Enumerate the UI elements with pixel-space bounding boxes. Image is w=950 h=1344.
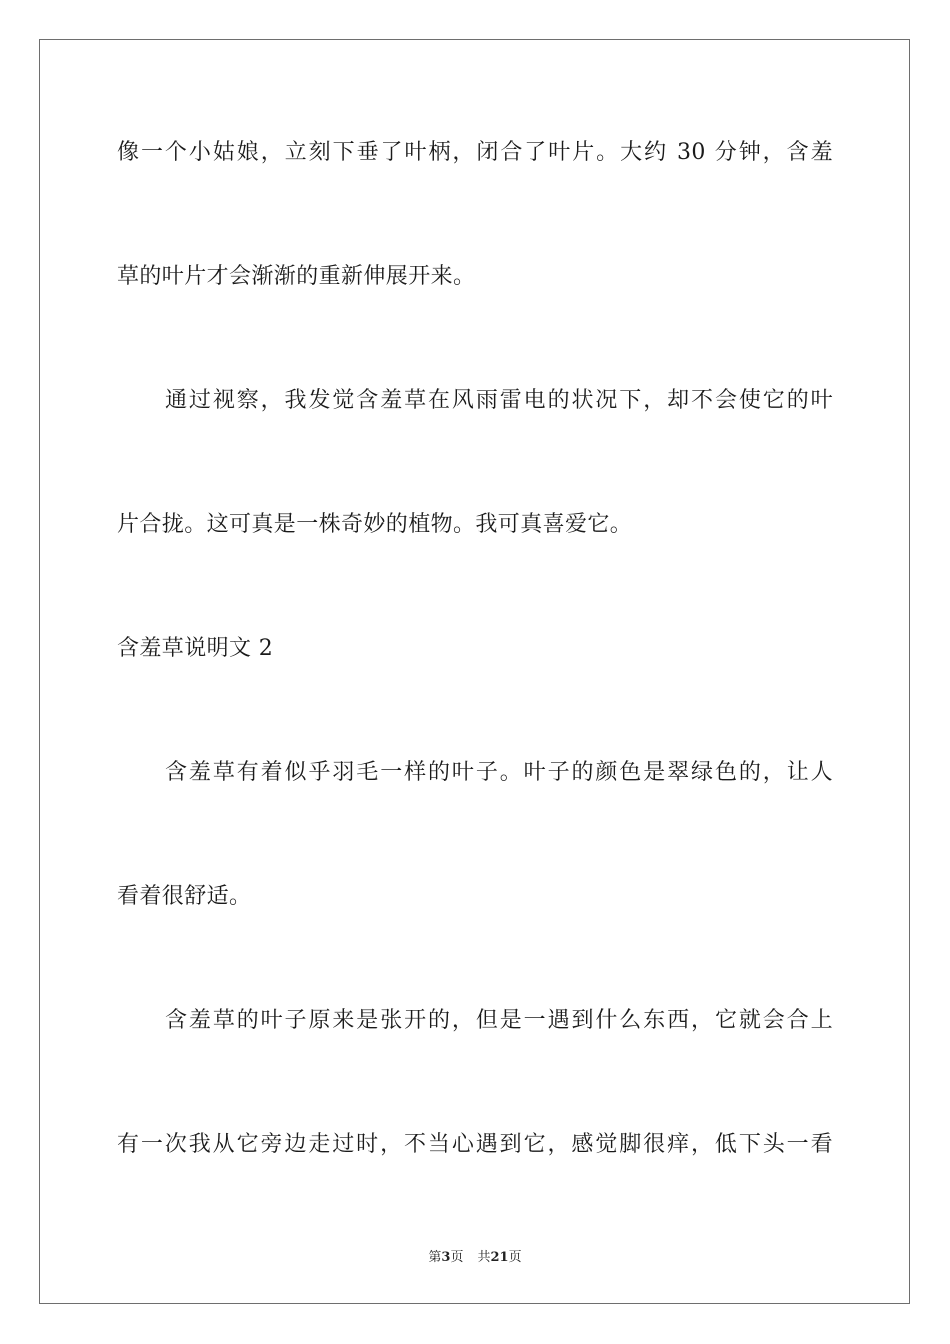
footer-total-pages: 21	[490, 1250, 509, 1265]
body-line-7: 看着很舒适。	[117, 884, 252, 909]
footer-page-number: 3	[441, 1250, 451, 1265]
footer-page-suffix: 页	[450, 1250, 464, 1265]
footer-page-prefix: 第	[428, 1250, 442, 1265]
section-heading: 含羞草说明文 2	[117, 636, 274, 661]
body-line-2: 草的叶片才会渐渐的重新伸展开来。	[117, 264, 476, 289]
footer-total-prefix: 共	[477, 1250, 491, 1265]
footer-total-suffix: 页	[508, 1250, 522, 1265]
body-line-9: 有一次我从它旁边走过时，不当心遇到它，感觉脚很痒，低下头一看	[117, 1132, 833, 1157]
body-line-4: 片合拢。这可真是一株奇妙的植物。我可真喜爱它。	[117, 512, 633, 537]
page-border	[39, 39, 910, 1304]
body-line-6: 含羞草有着似乎羽毛一样的叶子。叶子的颜色是翠绿色的，让人	[165, 760, 833, 785]
page-footer	[0, 1249, 950, 1267]
body-line-3: 通过视察，我发觉含羞草在风雨雷电的状况下，却不会使它的叶	[165, 388, 833, 413]
body-line-1: 像一个小姑娘，立刻下垂了叶柄，闭合了叶片。大约 30 分钟，含羞	[117, 140, 833, 165]
body-line-8: 含羞草的叶子原来是张开的，但是一遇到什么东西，它就会合上	[165, 1008, 833, 1033]
